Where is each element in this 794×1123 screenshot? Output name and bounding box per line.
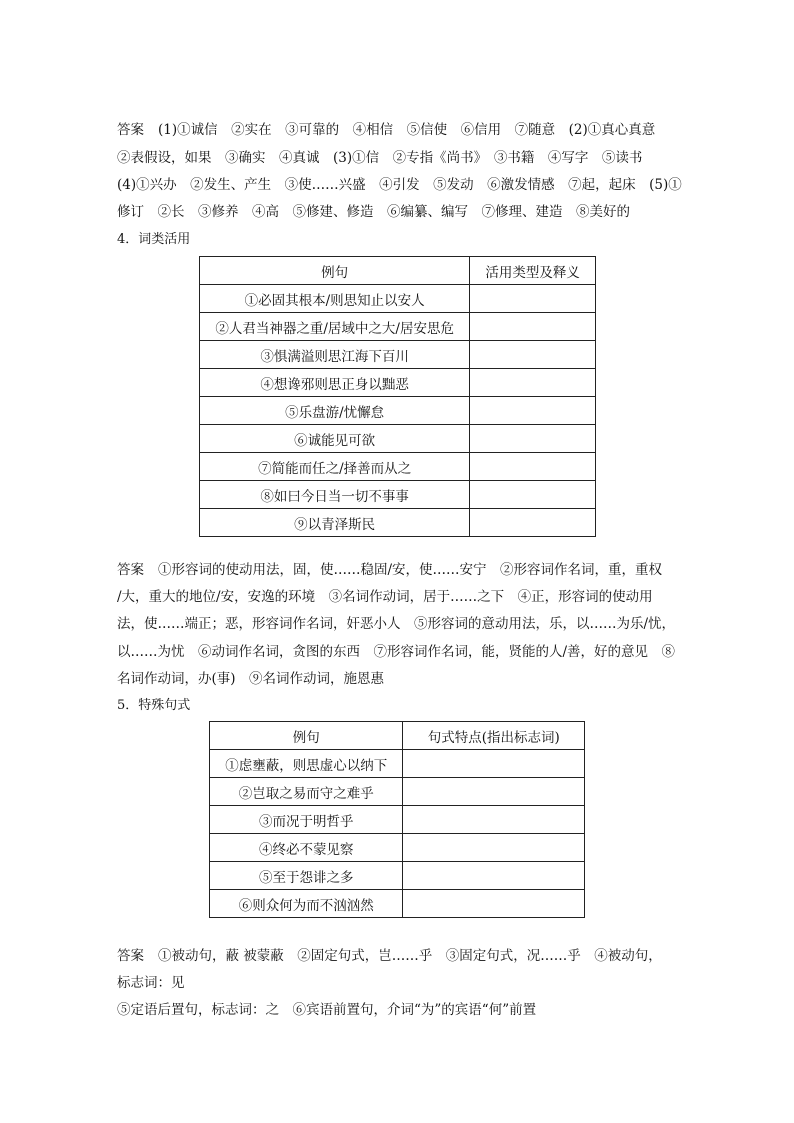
answer-2-line-1 (117, 561, 662, 579)
example-cell: ④终必不蒙见察 (210, 834, 403, 862)
blank-cell (403, 862, 585, 890)
blank-cell (403, 778, 585, 806)
answer-3-line-2: 标志词：见 (117, 975, 185, 991)
answer-2-line-4: 以……为忧 ⑥动词作名词，贪图的东西 ⑦形容词作名词，能，贤能的人/善，好的意见 ⑧ (117, 644, 676, 660)
table-row (200, 285, 596, 313)
example-cell: ⑥则众何为而不汹汹然 (210, 890, 403, 918)
answer-2-line-3: 法，使……端正；恶，形容词作名词，奸恶小人 ⑤形容词的意动用法，乐，以……为乐/忧， (117, 616, 676, 632)
table-row (210, 750, 585, 778)
example-cell: ②人君当神器之重/居域中之大/居安思危 (200, 313, 470, 341)
blank-cell (470, 341, 596, 369)
column-header-usage: 活用类型及释义 (470, 257, 596, 285)
example-cell: ⑤乐盘游/忧懈怠 (200, 397, 470, 425)
blank-cell (403, 806, 585, 834)
blank-cell (470, 509, 596, 537)
example-cell: ②岂取之易而守之难乎 (210, 778, 403, 806)
blank-cell (470, 481, 596, 509)
answer-2-line-5: 名词作动词，办(事) ⑨名词作动词，施恩惠 (117, 671, 385, 687)
answer-1-line-2: ②表假设，如果 ③确实 ④真诚 (3)①信 ②专指《尚书》 ③书籍 ④写字 ⑤读书 (117, 150, 643, 166)
example-cell: ⑨以青泽斯民 (200, 509, 470, 537)
table-row (210, 778, 585, 806)
table-row (200, 397, 596, 425)
table-row (210, 834, 585, 862)
column-header-feature: 句式特点(指出标志词) (403, 722, 585, 750)
blank-cell (470, 397, 596, 425)
table-row (200, 313, 596, 341)
blank-cell (470, 369, 596, 397)
example-cell: ⑤至于怨诽之多 (210, 862, 403, 890)
answer-label: 答案 (117, 122, 144, 138)
answer-text: ①形容词的使动用法，固，使……稳固/安，使……安宁 ②形容词作名词，重，重权 (158, 562, 663, 578)
answer-text: ①被动句，蔽 被蒙蔽 ②固定句式，岂……乎 ③固定句式，况……乎 ④被动句， (158, 948, 662, 964)
special-sentence-table (209, 721, 585, 918)
blank-cell (470, 313, 596, 341)
example-cell: ⑥诚能见可欲 (200, 425, 470, 453)
answer-label: 答案 (117, 562, 144, 578)
column-header-example: 例句 (210, 722, 403, 750)
table-row (210, 806, 585, 834)
blank-cell (470, 285, 596, 313)
example-cell: ③惧满溢则思江海下百川 (200, 341, 470, 369)
example-cell: ③而况于明哲乎 (210, 806, 403, 834)
example-cell: ①必固其根本/则思知止以安人 (200, 285, 470, 313)
answer-1-line-3: (4)①兴办 ②发生、产生 ③使……兴盛 ④引发 ⑤发动 ⑥激发情感 ⑦起，起床 (5)① (117, 177, 682, 193)
answer-label: 答案 (117, 948, 144, 964)
table-header-row (200, 257, 596, 285)
example-cell: ④想谗邪则思正身以黜恶 (200, 369, 470, 397)
blank-cell (403, 750, 585, 778)
table-row (200, 509, 596, 537)
blank-cell (470, 425, 596, 453)
table-row (210, 890, 585, 918)
table-header-row (210, 722, 585, 750)
answer-1-line-1 (117, 121, 655, 139)
section-4-heading: 4．词类活用 (117, 232, 191, 247)
example-cell: ⑧如曰今日当一切不事事 (200, 481, 470, 509)
word-usage-table (199, 256, 596, 537)
table-row (210, 862, 585, 890)
table-row (200, 369, 596, 397)
example-cell: ⑦简能而任之/择善而从之 (200, 453, 470, 481)
answer-3-line-3: ⑤定语后置句，标志词：之 ⑥宾语前置句，介词“为”的宾语“何”前置 (117, 1002, 537, 1018)
answer-3-line-1 (117, 947, 662, 965)
blank-cell (403, 890, 585, 918)
table-row (200, 481, 596, 509)
answer-1-line-4: 修订 ②长 ③修养 ④高 ⑤修建、修造 ⑥编纂、编写 ⑦修理、建造 ⑧美好的 (117, 204, 630, 220)
section-5-heading: 5．特殊句式 (117, 698, 191, 713)
example-cell: ①虑壅蔽，则思虚心以纳下 (210, 750, 403, 778)
table-row (200, 453, 596, 481)
column-header-example: 例句 (200, 257, 470, 285)
blank-cell (470, 453, 596, 481)
table-row (200, 425, 596, 453)
table-row (200, 341, 596, 369)
answer-text: (1)①诚信 ②实在 ③可靠的 ④相信 ⑤信使 ⑥信用 ⑦随意 (2)①真心真意 (158, 122, 656, 138)
answer-2-line-2: /大，重大的地位/安，安逸的环境 ③名词作动词，居于……之下 ④正，形容词的使动用 (117, 589, 653, 605)
blank-cell (403, 834, 585, 862)
